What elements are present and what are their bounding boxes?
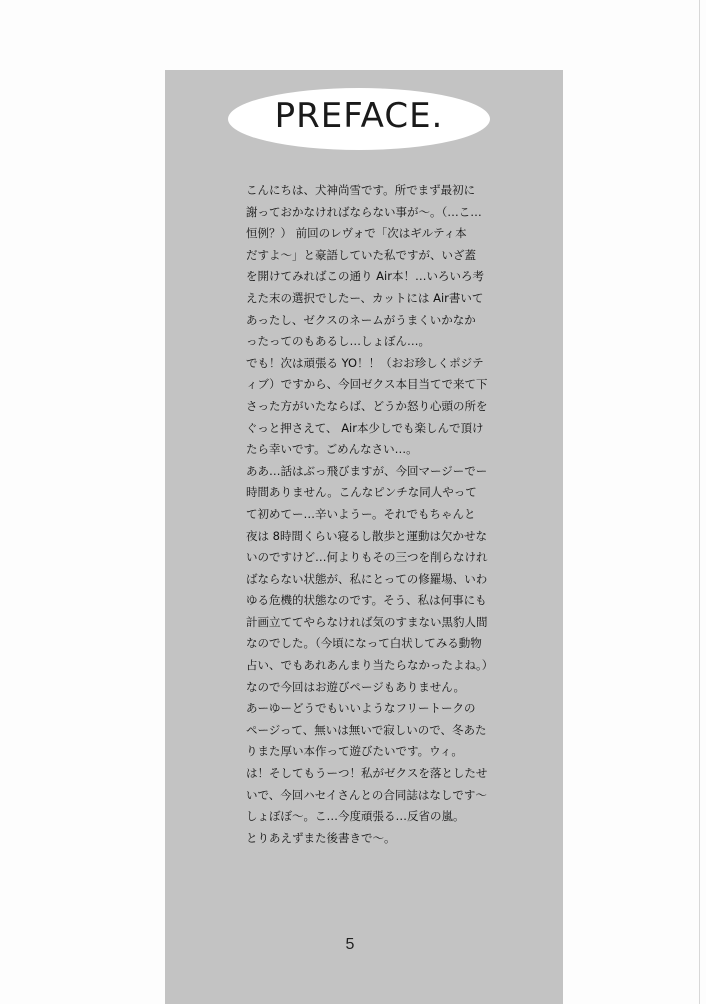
body-line: さった方がいたならば、どうか怒り心頭の所を <box>246 398 488 413</box>
body-line: ゆる危機的状態なのです。そう、私は何事にも <box>246 593 487 608</box>
body-line: こんにちは、犬神尚雪です。所でまず最初に <box>246 183 476 197</box>
body-line: を開けてみればこの通り Air本！…いろいろ考 <box>246 269 484 284</box>
body-line: あーゆーどうでもいいようなフリートークの <box>246 701 476 716</box>
body-line: ぐっと押さえて、 Air本少しでも楽しんで頂け <box>246 420 484 435</box>
body-line: ページって、無いは無いで寂しいので、冬あた <box>246 722 487 737</box>
body-line: は！そしてもうーつ！私がゼクスを落としたせ <box>246 766 488 781</box>
body-line: りまた厚い本作って遊びたいです。ウィ。 <box>246 744 463 759</box>
body-line: て初めてー…辛いようー。それでもちゃんと <box>246 506 476 521</box>
body-line: でも！次は頑張る YO！！（おお珍しくポジテ <box>246 355 484 370</box>
page-number: 5 <box>345 936 355 953</box>
body-line: ィブ）ですから、今回ゼクス本目当てで来て下 <box>246 377 488 392</box>
body-line: ああ…話はぶっ飛びますが、今回マージーでー <box>246 463 488 478</box>
page-title: PREFACE. <box>274 96 444 136</box>
body-line: 時間ありません。こんなピンチな同人やって <box>246 485 477 500</box>
body-line: えた末の選択でしたー、カットには Air書いて <box>246 290 484 305</box>
page-edge-divider <box>699 0 700 1004</box>
body-line: なのでした。（今頃になって白状してみる動物 <box>246 636 482 651</box>
body-line: だすよ～」と豪語していた私ですが、いざ蓋 <box>246 247 476 262</box>
body-line: とりあえずまた後書きで～。 <box>246 830 396 845</box>
body-line: あったし、ゼクスのネームがうまくいかなか <box>246 312 476 327</box>
body-line: ったってのもあるし…しょぼん…。 <box>246 334 430 349</box>
body-line: いのですけど…何よりもその三つを削らなけれ <box>246 550 488 565</box>
body-line: なので今回はお遊びページもありません。 <box>246 679 465 694</box>
body-line: いで、今回ハセイさんとの合同誌はなしです～ <box>246 787 487 802</box>
preface-body <box>246 180 524 849</box>
body-line: 恒例？） 前回のレヴォで「次はギルティ本 <box>246 226 467 241</box>
body-line: 謝っておかなければならない事が～。（…こ… <box>246 204 482 219</box>
body-line: 計画立ててやらなければ気のすまない黒豹人間 <box>246 614 488 629</box>
body-line: しょぼぼ～。こ…今度頑張る…反省の嵐。 <box>246 809 465 824</box>
body-line: ばならない状態が、私にとっての修羅場、いわ <box>246 571 488 586</box>
body-line: たら幸いです。ごめんなさい…。 <box>246 442 418 457</box>
body-line: 夜は 8時間くらい寝るし散歩と運動は欠かせな <box>246 528 487 543</box>
body-line: 占い、でもあれあんまり当たらなかったよね。） <box>246 658 494 673</box>
